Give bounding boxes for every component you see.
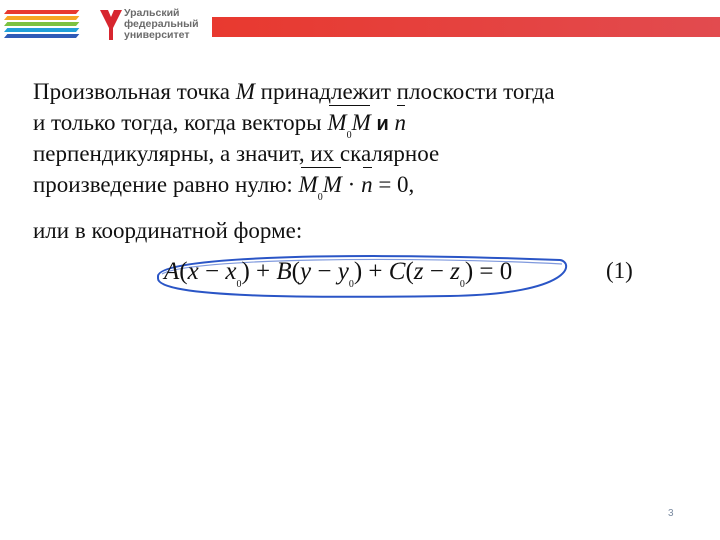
logo-line-2: федеральный <box>124 18 199 30</box>
equation-number: (1) <box>606 258 633 283</box>
header-accent-bar <box>212 17 720 37</box>
university-logo-icon <box>98 8 124 42</box>
vector-start: M <box>327 110 347 135</box>
logo-line-1: Уральский <box>124 7 180 19</box>
y0-sub: 0 <box>348 279 354 290</box>
formula-rhs: = 0 <box>479 258 513 285</box>
x0-sub: 0 <box>236 279 242 290</box>
normal-vector-2: n <box>361 169 373 200</box>
conjunction: и <box>376 113 389 135</box>
logo-line-3: университет <box>124 29 190 41</box>
vector-sub: 0 <box>346 130 352 141</box>
z0-sub: 0 <box>459 279 465 290</box>
vector-m0m-2 <box>299 169 342 205</box>
line1-text-end: принадлежит плоскости тогда <box>254 79 555 104</box>
text-line-4: произведение равно нулю: $M_0M \cdot n = 0$, <box>33 169 414 205</box>
var-y0: y <box>337 258 349 285</box>
line1-text: Произвольная точка <box>33 79 236 104</box>
var-x: x <box>187 258 199 285</box>
text-line-3: перпендикулярны, а значит, их скалярное <box>33 141 440 166</box>
vector-start-2: M <box>298 172 318 197</box>
vector-end: M <box>351 110 371 135</box>
normal-vector: n <box>395 107 407 138</box>
brand-stripes <box>4 10 76 40</box>
var-z: z <box>413 258 424 285</box>
text-line-1 <box>33 76 555 107</box>
formula-text: $A(x - x_0) + B(y - y_0) + C(z - z_0) = 0$ <box>164 258 513 290</box>
text-line-5: или в координатной форме: <box>33 218 303 243</box>
var-x0: x <box>225 258 237 285</box>
dot-equals: = 0, <box>372 172 415 197</box>
university-name <box>124 8 199 41</box>
point-m: M <box>235 79 255 104</box>
vector-sub-2: 0 <box>317 192 323 203</box>
var-y: y <box>299 258 312 285</box>
coef-a: A <box>164 258 180 285</box>
var-z0: z <box>450 258 460 285</box>
coef-c: C <box>388 258 406 285</box>
page-number: 3 <box>668 508 674 519</box>
plane-equation <box>150 254 570 298</box>
header <box>0 0 720 44</box>
vector-end-2: M <box>322 172 342 197</box>
coef-b: B <box>276 258 292 285</box>
line2-text: и только тогда, когда векторы <box>33 110 328 135</box>
line4-text: произведение равно нулю: <box>33 172 299 197</box>
